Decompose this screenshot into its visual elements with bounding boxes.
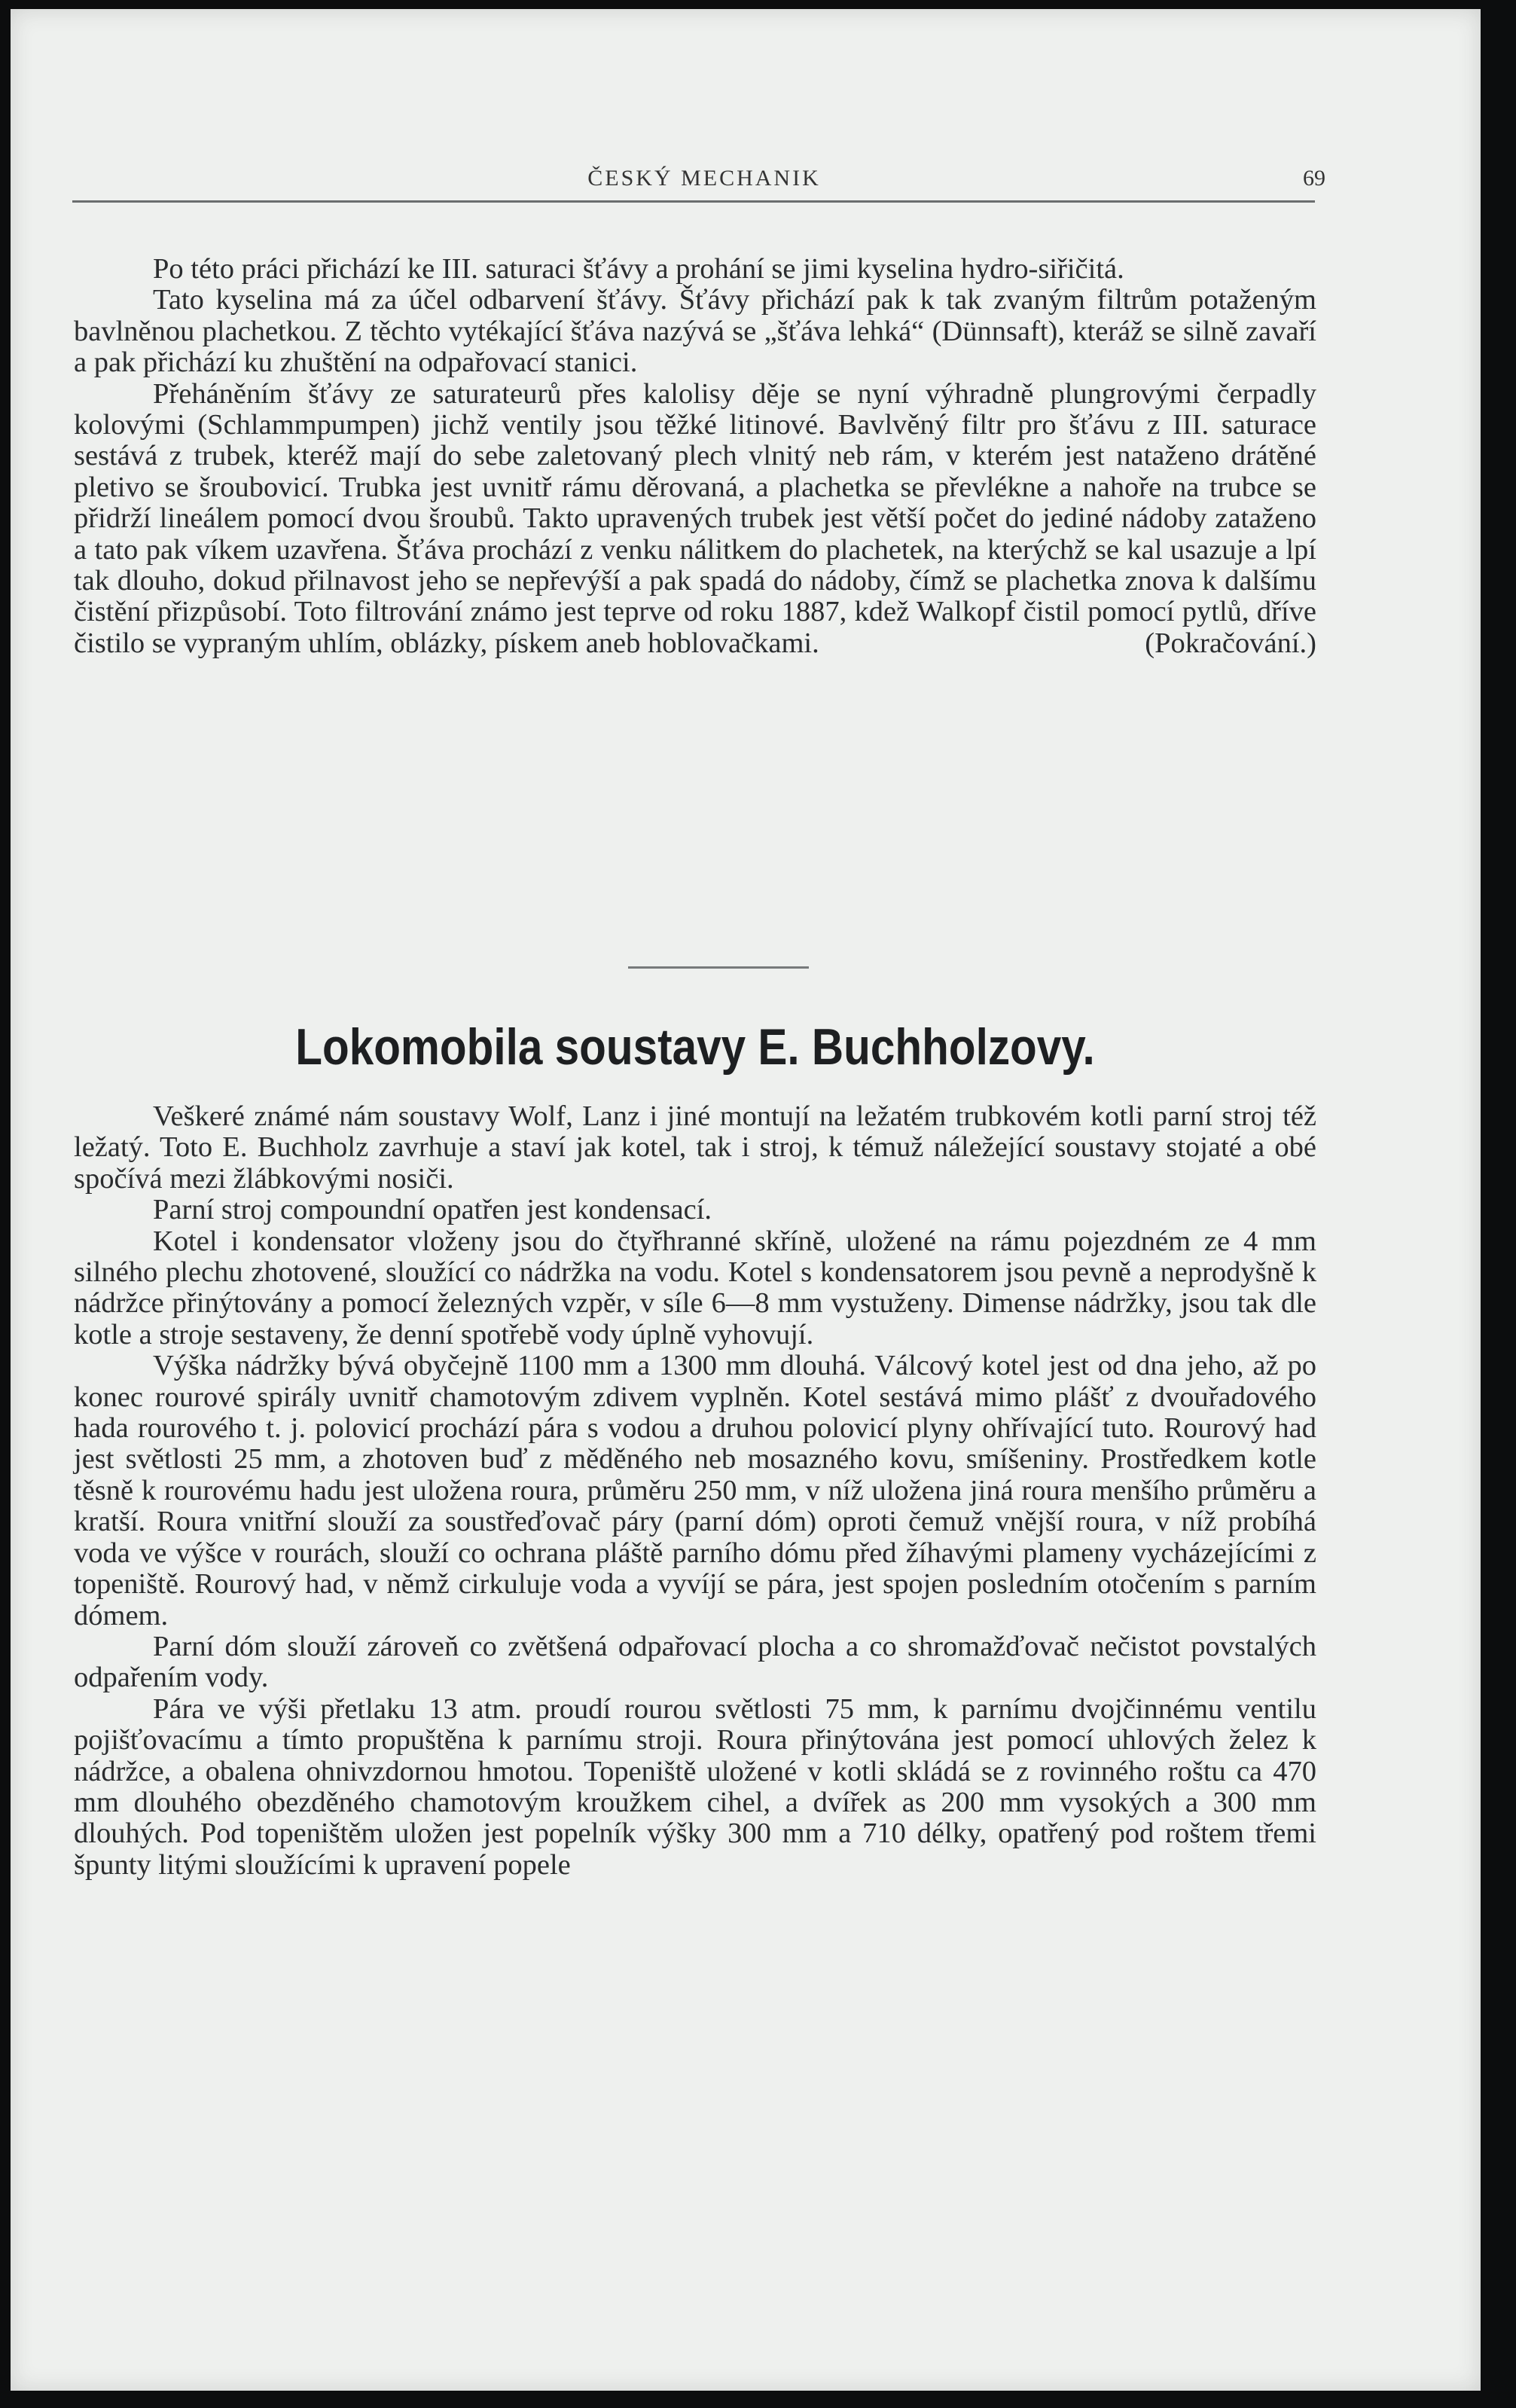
paragraph: Tato kyselina má za účel odbarvení šťávy. Šťávy přichází pak k tak zvaným filtrům potaženým bavlněnou plachetkou. Z těchto vytékající šťáva nazývá se „šťáva lehká“ (Dünnsaft), kteráž se silně zavaří a pak přichází ku zhuštění na odpařovací stanici. bbox=[74, 284, 1316, 379]
paragraph: Výška nádržky bývá obyčejně 1100 mm a 1300 mm dlouhá. Válcový kotel jest od dna jeho, až po konec rourové spirály uvnitř chamotovým zdivem vyplněn. Kotel sestává mimo plášť z dvouřadového hada rourového t. j. polovicí prochází pára s vodou a druhou polovicí plyny ohřívající tuto. Rourový had jest světlosti 25 mm, a zhotoven buď z měděného neb mosazného kovu, smíšeniny. Prostředkem kotle těsně k rourovému hadu jest uložena roura, průměru 250 mm, v níž uložena jiná roura menšího průměru a kratší. Roura vnitřní slouží za soustřeďovač páry (parní dóm) oproti čemuž vnější roura, v níž probíhá voda ve výšce v rourách, slouží co ochrana pláště parního dómu před žíhavými plameny vycházejícími z topeniště. Rourový had, v němž cirkuluje voda a vyvíjí se pára, jest spojen posledním otočením s parním dómem. bbox=[74, 1350, 1316, 1631]
paragraph-text: Přeháněním šťávy ze saturateurů přes kalolisy děje se nyní výhradně plungrovými čerpadly kolovými (Schlammpumpen) jichž ventily jsou těžké litinové. Bavlvěný filtr pro šťávu z III. saturace sestává z trubek, kteréž mají do sebe zaletovaný plech vlnitý neb rám, v kterém jest nataženo drátěné pletivo se šroubovicí. Trubka jest uvnitř rámu děrovaná, a plachetka se převlékne a nahoře na trubce se přidrží lineálem pomocí dvou šroubů. Takto upravených trubek jest větší počet do jediné nádoby zataženo a tato pak víkem uzavřena. Šťáva prochází z venku nálitkem do plachetek, na kterýchž se kal usazuje a lpí tak dlouho, dokud přilnavost jeho se nepřevýší a pak spadá do nádoby, čímž se plachetka znova k dalšímu čistění přizpůsobí. Toto filtrování známo jest teprve od roku 1887, kdež Walkopf čistil pomocí pytlů, dříve čistilo se vypraným uhlím, oblázky, pískem aneb hoblovačkami. bbox=[74, 377, 1316, 659]
page-header bbox=[83, 166, 1325, 203]
paragraph: Kotel i kondensator vloženy jsou do čtyřhranné skříně, uložené na rámu pojezdném ze 4 mm silného plechu zhotovené, sloužící co nádržka na vodu. Kotel s kondensatorem jsou pevně a neprodyšně k nádržce přinýtovány a pomocí železných vzpěr, v síle 6—8 mm vystuženy. Dimense nádržky, jsou tak dle kotle a stroje sestaveny, že denní spotřebě vody úplně vyhovují. bbox=[74, 1225, 1316, 1350]
running-title: ČESKÝ MECHANIK bbox=[587, 166, 821, 191]
previous-article-continuation bbox=[74, 254, 1316, 659]
paragraph bbox=[74, 379, 1316, 660]
continued-note: (Pokračování.) bbox=[1145, 627, 1316, 659]
paragraph: Parní dóm slouží zároveň co zvětšená odpařovací plocha a co shromažďovač nečistot povstalých odpařením vody. bbox=[74, 1630, 1316, 1694]
paragraph: Pára ve výši přetlaku 13 atm. proudí rourou světlosti 75 mm, k parnímu dvojčinnému ventilu pojišťovacímu a tímto propuštěna k parnímu stroji. Roura přinýtována jest pomocí uhlových želez k nádržce, a obalena ohnivzdornou hmotou. Topeniště uložené v kotli skládá se z rovinného roštu ca 470 mm dlouhého obezděného chamotovým kroužkem cihel, a dvířek as 200 mm vysokých a 300 mm dlouhých. Pod topeništěm uložen jest popelník výšky 300 mm a 710 délky, opatřený pod roštem třemi špunty litými sloužícími k upravení popele bbox=[74, 1692, 1316, 1881]
article-title: Lokomobila soustavy E. Buchholzovy. bbox=[295, 1018, 1095, 1076]
paragraph: Parní stroj compoundní opatřen jest kondensací. bbox=[153, 1194, 712, 1226]
header-rule bbox=[72, 200, 1315, 203]
paragraph: Po této práci přichází ke III. saturaci šťávy a prohání se jimi kyselina hydro-siřičitá. bbox=[153, 253, 1124, 285]
page-number: 69 bbox=[1303, 166, 1325, 191]
article-body bbox=[74, 1101, 1316, 1881]
paragraph: Veškeré známé nám soustavy Wolf, Lanz i jiné montují na ležatém trubkovém kotli parní stroj též ležatý. Toto E. Buchholz zavrhuje a staví jak kotel, tak i stroj, k témuž náležející soustavy stojaté a obé spočívá mezi žlábkovými nosiči. bbox=[74, 1100, 1316, 1195]
article-divider bbox=[628, 966, 809, 969]
